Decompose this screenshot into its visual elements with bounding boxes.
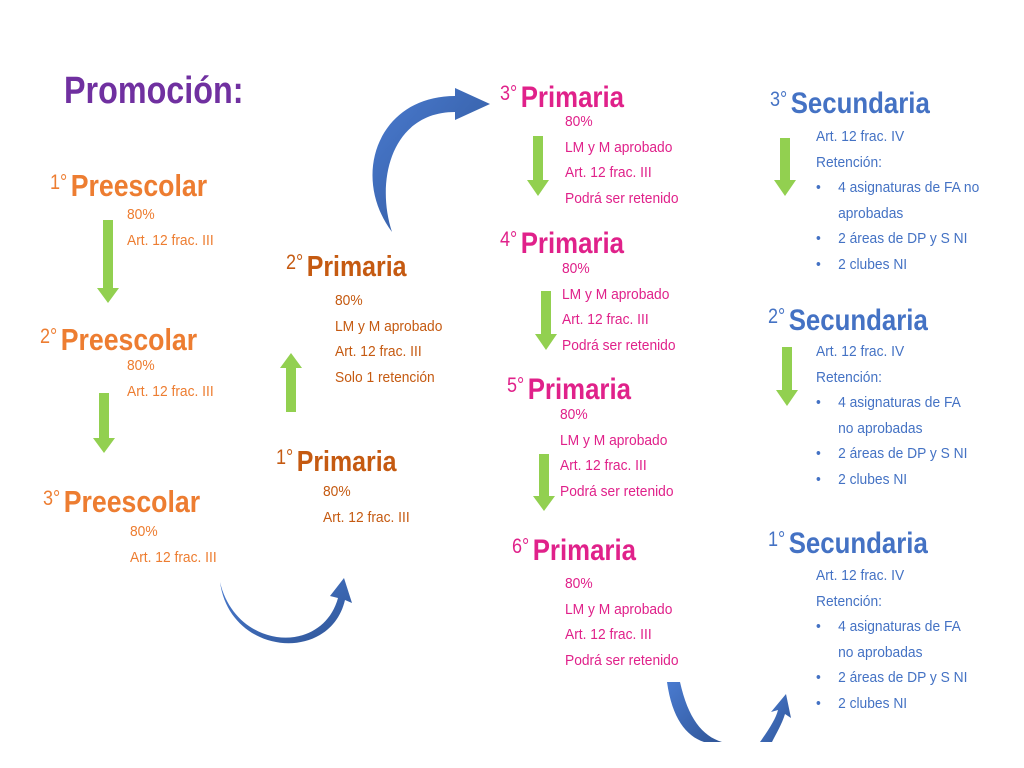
grade-name: Preescolar: [63, 484, 201, 519]
grade-number: 1°: [768, 528, 786, 551]
grade-name: Preescolar: [70, 168, 208, 203]
detail-line: LM y M aprobado: [565, 600, 673, 618]
detail-line: 80%: [323, 483, 351, 500]
detail-line: 80%: [560, 406, 588, 423]
detail-line: LM y M aprobado: [560, 431, 668, 449]
grade-number: 1°: [276, 446, 294, 469]
green-down-arrow: [535, 291, 557, 350]
detail-line: Podrá ser retenido: [560, 482, 674, 500]
retention-text: • 2 clubes NI: [838, 694, 908, 712]
grade-name: Primaria: [520, 81, 624, 114]
green-down-arrow: [97, 220, 119, 303]
retention-text: • 2 clubes NI: [838, 470, 908, 488]
grade-name: Primaria: [306, 251, 407, 283]
green-down-arrow: [774, 138, 796, 196]
grade-name: Primaria: [527, 373, 631, 406]
blue-curved-arrow: [760, 694, 791, 742]
grade-number: 4°: [500, 228, 518, 251]
retention-text: • 4 asignaturas de FA: [838, 394, 961, 411]
detail-line: Art. 12 frac. III: [565, 164, 652, 181]
detail-line: Art. 12 frac. III: [323, 508, 410, 526]
green-down-arrow: [533, 454, 555, 511]
grade-name: Secundaria: [788, 304, 928, 337]
detail-line: Podrá ser retenido: [562, 336, 676, 354]
retention-text: no aprobadas: [838, 419, 923, 437]
retention-text: aprobadas: [838, 204, 904, 222]
detail-line: Retención:: [816, 153, 882, 171]
detail-line: Podrá ser retenido: [565, 651, 679, 669]
detail-line: Retención:: [816, 592, 882, 610]
detail-line: Art. 12 frac. III: [127, 382, 214, 400]
detail-line: Art. 12 frac. IV: [816, 343, 905, 360]
grade-name: Primaria: [520, 227, 624, 260]
green-down-arrow: [93, 393, 115, 453]
grade-number: 2°: [768, 305, 786, 328]
detail-line: Art. 12 frac. III: [335, 343, 422, 360]
detail-line: 80%: [127, 357, 155, 374]
retention-text: no aprobadas: [838, 643, 923, 661]
blue-curved-arrow: [372, 88, 490, 232]
detail-line: 80%: [335, 292, 363, 309]
detail-line: Art. 12 frac. IV: [816, 128, 905, 145]
grade-name: Primaria: [296, 446, 397, 478]
grade-number: 1°: [50, 171, 68, 194]
page-title: Promoción:: [64, 70, 244, 112]
grade-number: 3°: [770, 88, 788, 111]
grade-name: Primaria: [532, 534, 636, 567]
grade-number: 2°: [40, 325, 58, 348]
detail-line: Art. 12 frac. III: [562, 311, 649, 328]
grade-number: 3°: [500, 82, 518, 105]
grade-number: 6°: [512, 535, 530, 558]
detail-line: LM y M aprobado: [335, 317, 443, 335]
grade-number: 2°: [286, 251, 304, 274]
detail-line: Art. 12 frac. III: [560, 457, 647, 474]
detail-line: Art. 12 frac. III: [127, 231, 214, 249]
green-up-arrow: [280, 353, 302, 412]
detail-line: Art. 12 frac. IV: [816, 567, 905, 584]
grade-name: Preescolar: [60, 322, 198, 357]
detail-line: Art. 12 frac. III: [565, 626, 652, 643]
detail-line: LM y M aprobado: [565, 138, 673, 156]
detail-line: LM y M aprobado: [562, 285, 670, 303]
detail-line: 80%: [565, 113, 593, 130]
detail-line: Retención:: [816, 368, 882, 386]
detail-line: 80%: [130, 523, 158, 540]
detail-line: Solo 1 retención: [335, 368, 435, 386]
detail-line: 80%: [127, 206, 155, 223]
grade-name: Secundaria: [788, 527, 928, 560]
green-down-arrow: [527, 136, 549, 196]
detail-line: Podrá ser retenido: [565, 189, 679, 207]
blue-curved-arrow: [220, 578, 352, 643]
blue-curved-arrow: [667, 682, 722, 742]
retention-text: • 2 áreas de DP y S NI: [838, 669, 968, 686]
detail-line: Art. 12 frac. III: [130, 548, 217, 566]
grade-number: 3°: [43, 487, 61, 510]
detail-line: 80%: [565, 575, 593, 592]
retention-text: • 2 áreas de DP y S NI: [838, 230, 968, 247]
retention-text: • 2 áreas de DP y S NI: [838, 445, 968, 462]
grade-name: Secundaria: [790, 87, 930, 120]
grade-number: 5°: [507, 374, 525, 397]
retention-text: • 4 asignaturas de FA: [838, 618, 961, 635]
retention-text: • 2 clubes NI: [838, 255, 908, 273]
green-down-arrow: [776, 347, 798, 406]
retention-text: • 4 asignaturas de FA no: [838, 179, 980, 196]
detail-line: 80%: [562, 260, 590, 277]
